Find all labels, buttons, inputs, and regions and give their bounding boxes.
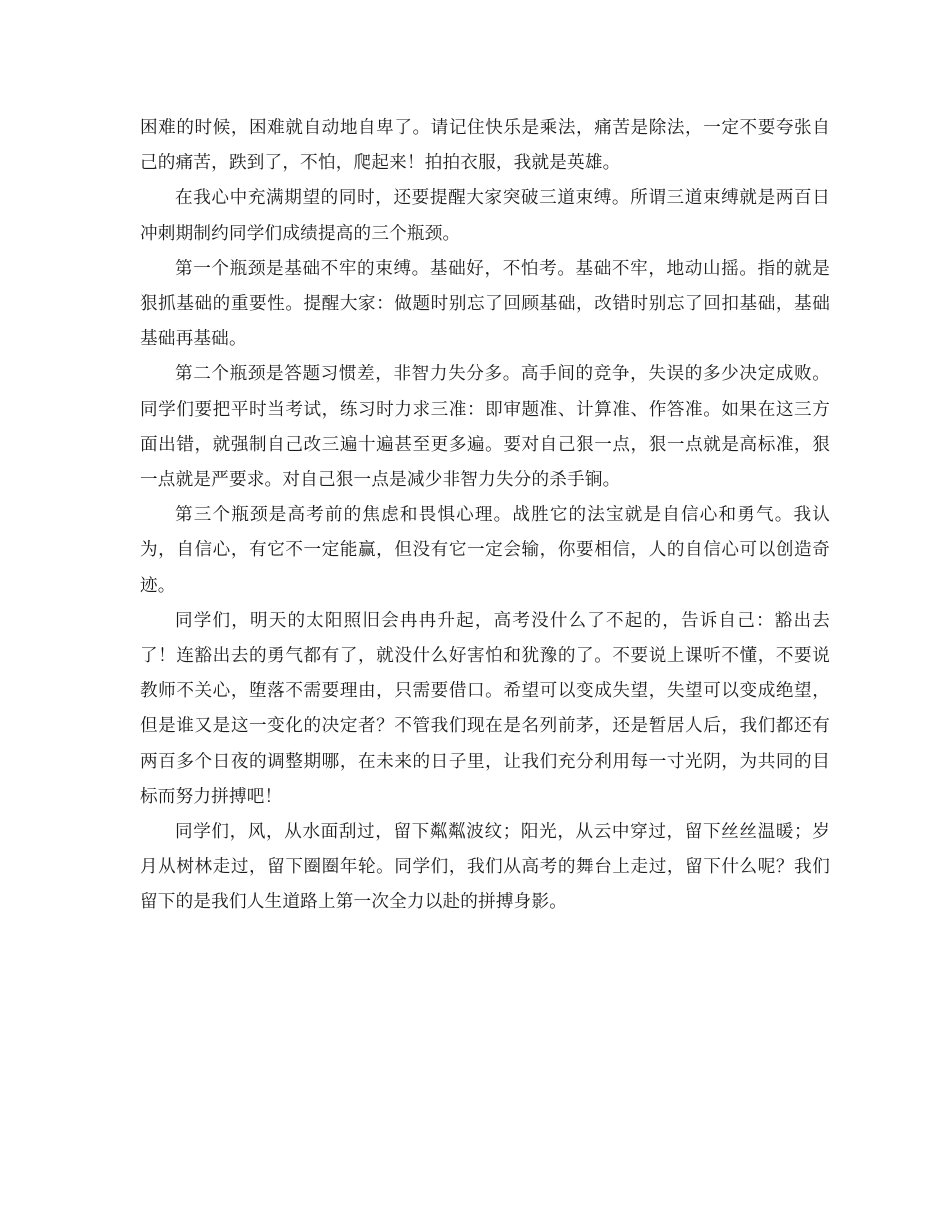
paragraph-1: 困难的时候，困难就自动地自卑了。请记住快乐是乘法，痛苦是除法，一定不要夸张自己的痛苦，跌到了，不怕，爬起来！拍拍衣服，我就是英雄。 [140,118,830,174]
paragraph-7: 同学们，风，从水面刮过，留下粼粼波纹；阳光，从云中穿过，留下丝丝温暖；岁月从树林走过，留下圈圈年轮。同学们，我们从高考的舞台上走过，留下什么呢？我们留下的是我们人生道路上第一次全力以赴的拼搏身影。 [140,822,830,913]
paragraph-2: 在我心中充满期望的同时，还要提醒大家突破三道束缚。所谓三道束缚就是两百日冲刺期制约同学们成绩提高的三个瓶颈。 [140,188,830,244]
paragraph-6: 同学们，明天的太阳照旧会冉冉升起，高考没什么了不起的，告诉自己：豁出去了！连豁出去的勇气都有了，就没什么好害怕和犹豫的了。不要说上课听不懂，不要说教师不关心，堕落不需要理由，只需要借口。希望可以变成失望，失望可以变成绝望，但是谁又是这一变化的决定者？不管我们现在是名列前茅，还是暂居人后，我们都还有两百多个日夜的调整期哪，在未来的日子里，让我们充分利用每一寸光阴，为共同的目标而努力拼搏吧！ [140,610,830,807]
document-body [140,111,830,921]
paragraph-5: 第三个瓶颈是高考前的焦虑和畏惧心理。战胜它的法宝就是自信心和勇气。我认为，自信心，有它不一定能赢，但没有它一定会输，你要相信，人的自信心可以创造奇迹。 [140,505,830,596]
paragraph-4: 第二个瓶颈是答题习惯差，非智力失分多。高手间的竞争，失误的多少决定成败。同学们要把平时当考试，练习时力求三准：即审题准、计算准、作答准。如果在这三方面出错，就强制自己改三遍十遍甚至更多遍。要对自己狠一点，狠一点就是高标准，狠一点就是严要求。对自己狠一点是减少非智力失分的杀手锏。 [140,364,830,491]
paragraph-3: 第一个瓶颈是基础不牢的束缚。基础好，不怕考。基础不牢，地动山摇。指的就是狠抓基础的重要性。提醒大家：做题时别忘了回顾基础，改错时别忘了回扣基础，基础基础再基础。 [140,258,830,350]
